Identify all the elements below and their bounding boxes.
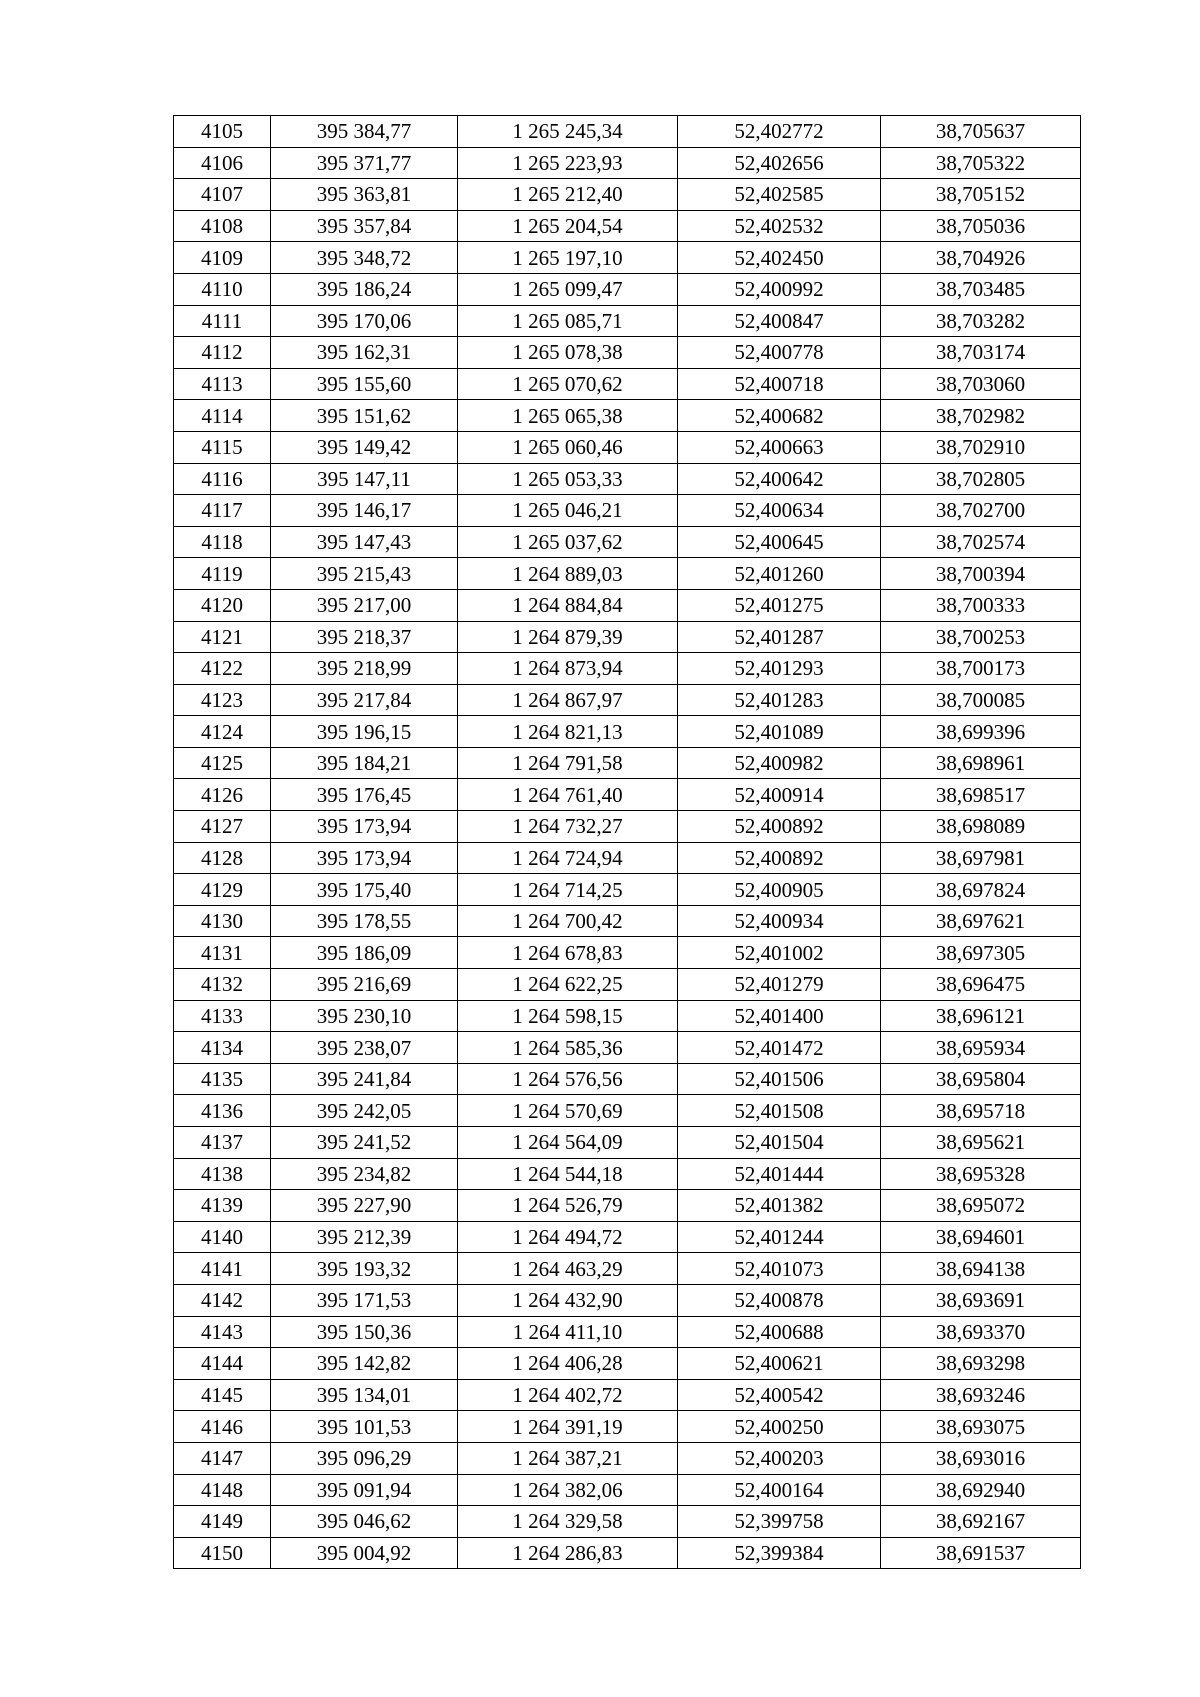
table-row [174,589,1081,621]
longitude-cell: 38,704926 [881,242,1081,274]
table-row [174,1190,1081,1222]
longitude-cell: 38,702805 [881,463,1081,495]
point-number-cell: 4139 [174,1190,271,1222]
point-number-cell: 4134 [174,1032,271,1064]
longitude-cell: 38,703485 [881,273,1081,305]
x-coordinate-cell: 395 216,69 [271,969,458,1001]
longitude-cell: 38,697621 [881,905,1081,937]
y-coordinate-cell: 1 264 732,27 [458,811,678,843]
point-number-cell: 4117 [174,495,271,527]
longitude-cell: 38,696121 [881,1000,1081,1032]
y-coordinate-cell: 1 264 570,69 [458,1095,678,1127]
x-coordinate-cell: 395 170,06 [271,305,458,337]
point-number-cell: 4132 [174,969,271,1001]
latitude-cell: 52,400982 [678,747,881,779]
y-coordinate-cell: 1 264 761,40 [458,779,678,811]
point-number-cell: 4115 [174,431,271,463]
point-number-cell: 4112 [174,337,271,369]
table-row [174,242,1081,274]
point-number-cell: 4113 [174,368,271,400]
table-row [174,431,1081,463]
y-coordinate-cell: 1 264 678,83 [458,937,678,969]
table-row [174,874,1081,906]
table-row [174,210,1081,242]
x-coordinate-cell: 395 147,11 [271,463,458,495]
table-row [174,1000,1081,1032]
x-coordinate-cell: 395 234,82 [271,1158,458,1190]
table-row [174,1032,1081,1064]
latitude-cell: 52,401444 [678,1158,881,1190]
x-coordinate-cell: 395 178,55 [271,905,458,937]
longitude-cell: 38,693370 [881,1316,1081,1348]
x-coordinate-cell: 395 173,94 [271,842,458,874]
latitude-cell: 52,401382 [678,1190,881,1222]
table-row [174,1506,1081,1538]
point-number-cell: 4150 [174,1537,271,1569]
y-coordinate-cell: 1 264 463,29 [458,1253,678,1285]
latitude-cell: 52,400682 [678,400,881,432]
latitude-cell: 52,400663 [678,431,881,463]
x-coordinate-cell: 395 173,94 [271,811,458,843]
x-coordinate-cell: 395 142,82 [271,1348,458,1380]
longitude-cell: 38,693298 [881,1348,1081,1380]
latitude-cell: 52,400847 [678,305,881,337]
point-number-cell: 4119 [174,558,271,590]
latitude-cell: 52,402450 [678,242,881,274]
y-coordinate-cell: 1 264 884,84 [458,589,678,621]
table-row [174,1221,1081,1253]
table-row [174,1253,1081,1285]
table-row [174,1411,1081,1443]
y-coordinate-cell: 1 264 329,58 [458,1506,678,1538]
table-row [174,1537,1081,1569]
longitude-cell: 38,702982 [881,400,1081,432]
latitude-cell: 52,400203 [678,1442,881,1474]
table-row [174,558,1081,590]
point-number-cell: 4114 [174,400,271,432]
point-number-cell: 4129 [174,874,271,906]
x-coordinate-cell: 395 150,36 [271,1316,458,1348]
point-number-cell: 4118 [174,526,271,558]
y-coordinate-cell: 1 265 070,62 [458,368,678,400]
latitude-cell: 52,401275 [678,589,881,621]
point-number-cell: 4138 [174,1158,271,1190]
x-coordinate-cell: 395 171,53 [271,1284,458,1316]
table-row [174,969,1081,1001]
point-number-cell: 4133 [174,1000,271,1032]
latitude-cell: 52,401506 [678,1063,881,1095]
x-coordinate-cell: 395 193,32 [271,1253,458,1285]
x-coordinate-cell: 395 186,24 [271,273,458,305]
point-number-cell: 4140 [174,1221,271,1253]
y-coordinate-cell: 1 265 197,10 [458,242,678,274]
latitude-cell: 52,400878 [678,1284,881,1316]
table-row [174,811,1081,843]
longitude-cell: 38,696475 [881,969,1081,1001]
longitude-cell: 38,700253 [881,621,1081,653]
longitude-cell: 38,705152 [881,179,1081,211]
point-number-cell: 4124 [174,716,271,748]
longitude-cell: 38,695072 [881,1190,1081,1222]
latitude-cell: 52,400645 [678,526,881,558]
longitude-cell: 38,692940 [881,1474,1081,1506]
longitude-cell: 38,700394 [881,558,1081,590]
latitude-cell: 52,400892 [678,811,881,843]
x-coordinate-cell: 395 176,45 [271,779,458,811]
point-number-cell: 4122 [174,653,271,685]
longitude-cell: 38,695934 [881,1032,1081,1064]
table-row [174,495,1081,527]
latitude-cell: 52,402772 [678,116,881,148]
longitude-cell: 38,700333 [881,589,1081,621]
longitude-cell: 38,705322 [881,147,1081,179]
y-coordinate-cell: 1 264 411,10 [458,1316,678,1348]
y-coordinate-cell: 1 264 576,56 [458,1063,678,1095]
y-coordinate-cell: 1 264 406,28 [458,1348,678,1380]
x-coordinate-cell: 395 218,37 [271,621,458,653]
point-number-cell: 4130 [174,905,271,937]
table-row [174,1316,1081,1348]
table-row [174,116,1081,148]
latitude-cell: 52,401089 [678,716,881,748]
y-coordinate-cell: 1 265 046,21 [458,495,678,527]
y-coordinate-cell: 1 265 085,71 [458,305,678,337]
point-number-cell: 4128 [174,842,271,874]
point-number-cell: 4108 [174,210,271,242]
x-coordinate-cell: 395 134,01 [271,1379,458,1411]
y-coordinate-cell: 1 265 037,62 [458,526,678,558]
point-number-cell: 4147 [174,1442,271,1474]
latitude-cell: 52,401073 [678,1253,881,1285]
latitude-cell: 52,400634 [678,495,881,527]
point-number-cell: 4109 [174,242,271,274]
y-coordinate-cell: 1 264 494,72 [458,1221,678,1253]
y-coordinate-cell: 1 264 821,13 [458,716,678,748]
latitude-cell: 52,401293 [678,653,881,685]
y-coordinate-cell: 1 265 065,38 [458,400,678,432]
x-coordinate-cell: 395 227,90 [271,1190,458,1222]
longitude-cell: 38,703282 [881,305,1081,337]
point-number-cell: 4146 [174,1411,271,1443]
latitude-cell: 52,401283 [678,684,881,716]
point-number-cell: 4105 [174,116,271,148]
table-row [174,747,1081,779]
longitude-cell: 38,698961 [881,747,1081,779]
point-number-cell: 4125 [174,747,271,779]
x-coordinate-cell: 395 217,84 [271,684,458,716]
y-coordinate-cell: 1 264 879,39 [458,621,678,653]
longitude-cell: 38,699396 [881,716,1081,748]
latitude-cell: 52,400778 [678,337,881,369]
longitude-cell: 38,695328 [881,1158,1081,1190]
point-number-cell: 4106 [174,147,271,179]
x-coordinate-cell: 395 348,72 [271,242,458,274]
y-coordinate-cell: 1 264 873,94 [458,653,678,685]
x-coordinate-cell: 395 357,84 [271,210,458,242]
y-coordinate-cell: 1 264 714,25 [458,874,678,906]
longitude-cell: 38,691537 [881,1537,1081,1569]
table-row [174,368,1081,400]
point-number-cell: 4126 [174,779,271,811]
y-coordinate-cell: 1 264 585,36 [458,1032,678,1064]
x-coordinate-cell: 395 196,15 [271,716,458,748]
point-number-cell: 4148 [174,1474,271,1506]
longitude-cell: 38,697981 [881,842,1081,874]
longitude-cell: 38,705637 [881,116,1081,148]
y-coordinate-cell: 1 264 791,58 [458,747,678,779]
table-row [174,526,1081,558]
y-coordinate-cell: 1 264 402,72 [458,1379,678,1411]
table-row [174,463,1081,495]
longitude-cell: 38,697824 [881,874,1081,906]
table-row [174,937,1081,969]
y-coordinate-cell: 1 265 053,33 [458,463,678,495]
latitude-cell: 52,401472 [678,1032,881,1064]
point-number-cell: 4110 [174,273,271,305]
y-coordinate-cell: 1 264 432,90 [458,1284,678,1316]
coordinates-table [173,115,1081,1569]
table-row [174,1474,1081,1506]
y-coordinate-cell: 1 264 391,19 [458,1411,678,1443]
x-coordinate-cell: 395 175,40 [271,874,458,906]
x-coordinate-cell: 395 363,81 [271,179,458,211]
x-coordinate-cell: 395 238,07 [271,1032,458,1064]
x-coordinate-cell: 395 215,43 [271,558,458,590]
table-row [174,1095,1081,1127]
x-coordinate-cell: 395 184,21 [271,747,458,779]
latitude-cell: 52,401260 [678,558,881,590]
x-coordinate-cell: 395 241,52 [271,1127,458,1159]
table-row [174,400,1081,432]
longitude-cell: 38,693691 [881,1284,1081,1316]
latitude-cell: 52,400992 [678,273,881,305]
coordinates-table-body [174,116,1081,1569]
table-row [174,684,1081,716]
latitude-cell: 52,401400 [678,1000,881,1032]
point-number-cell: 4142 [174,1284,271,1316]
point-number-cell: 4144 [174,1348,271,1380]
longitude-cell: 38,702574 [881,526,1081,558]
latitude-cell: 52,402656 [678,147,881,179]
y-coordinate-cell: 1 264 526,79 [458,1190,678,1222]
latitude-cell: 52,399384 [678,1537,881,1569]
x-coordinate-cell: 395 242,05 [271,1095,458,1127]
point-number-cell: 4145 [174,1379,271,1411]
table-row [174,1158,1081,1190]
point-number-cell: 4141 [174,1253,271,1285]
latitude-cell: 52,400542 [678,1379,881,1411]
table-row [174,779,1081,811]
y-coordinate-cell: 1 264 286,83 [458,1537,678,1569]
point-number-cell: 4137 [174,1127,271,1159]
longitude-cell: 38,695718 [881,1095,1081,1127]
longitude-cell: 38,694601 [881,1221,1081,1253]
x-coordinate-cell: 395 096,29 [271,1442,458,1474]
y-coordinate-cell: 1 265 204,54 [458,210,678,242]
latitude-cell: 52,400934 [678,905,881,937]
y-coordinate-cell: 1 264 622,25 [458,969,678,1001]
x-coordinate-cell: 395 147,43 [271,526,458,558]
point-number-cell: 4107 [174,179,271,211]
latitude-cell: 52,399758 [678,1506,881,1538]
longitude-cell: 38,700085 [881,684,1081,716]
x-coordinate-cell: 395 212,39 [271,1221,458,1253]
longitude-cell: 38,705036 [881,210,1081,242]
point-number-cell: 4116 [174,463,271,495]
point-number-cell: 4123 [174,684,271,716]
latitude-cell: 52,400914 [678,779,881,811]
x-coordinate-cell: 395 186,09 [271,937,458,969]
table-row [174,842,1081,874]
table-row [174,1127,1081,1159]
table-row [174,1379,1081,1411]
x-coordinate-cell: 395 004,92 [271,1537,458,1569]
y-coordinate-cell: 1 264 387,21 [458,1442,678,1474]
x-coordinate-cell: 395 218,99 [271,653,458,685]
longitude-cell: 38,695804 [881,1063,1081,1095]
point-number-cell: 4120 [174,589,271,621]
table-row [174,1063,1081,1095]
table-row [174,1284,1081,1316]
table-row [174,305,1081,337]
latitude-cell: 52,401508 [678,1095,881,1127]
table-row [174,337,1081,369]
x-coordinate-cell: 395 371,77 [271,147,458,179]
longitude-cell: 38,698517 [881,779,1081,811]
point-number-cell: 4149 [174,1506,271,1538]
table-row [174,179,1081,211]
latitude-cell: 52,400688 [678,1316,881,1348]
latitude-cell: 52,400642 [678,463,881,495]
y-coordinate-cell: 1 265 223,93 [458,147,678,179]
latitude-cell: 52,402585 [678,179,881,211]
y-coordinate-cell: 1 265 060,46 [458,431,678,463]
y-coordinate-cell: 1 264 867,97 [458,684,678,716]
longitude-cell: 38,702910 [881,431,1081,463]
latitude-cell: 52,401504 [678,1127,881,1159]
table-row [174,1442,1081,1474]
table-row [174,147,1081,179]
x-coordinate-cell: 395 101,53 [271,1411,458,1443]
table-row [174,653,1081,685]
point-number-cell: 4131 [174,937,271,969]
longitude-cell: 38,702700 [881,495,1081,527]
latitude-cell: 52,401287 [678,621,881,653]
x-coordinate-cell: 395 046,62 [271,1506,458,1538]
longitude-cell: 38,703174 [881,337,1081,369]
point-number-cell: 4143 [174,1316,271,1348]
latitude-cell: 52,401002 [678,937,881,969]
longitude-cell: 38,694138 [881,1253,1081,1285]
table-row [174,621,1081,653]
table-row [174,273,1081,305]
x-coordinate-cell: 395 384,77 [271,116,458,148]
y-coordinate-cell: 1 265 078,38 [458,337,678,369]
longitude-cell: 38,693246 [881,1379,1081,1411]
latitude-cell: 52,401244 [678,1221,881,1253]
latitude-cell: 52,400164 [678,1474,881,1506]
x-coordinate-cell: 395 091,94 [271,1474,458,1506]
y-coordinate-cell: 1 264 598,15 [458,1000,678,1032]
x-coordinate-cell: 395 230,10 [271,1000,458,1032]
x-coordinate-cell: 395 217,00 [271,589,458,621]
point-number-cell: 4121 [174,621,271,653]
latitude-cell: 52,400892 [678,842,881,874]
x-coordinate-cell: 395 151,62 [271,400,458,432]
longitude-cell: 38,698089 [881,811,1081,843]
longitude-cell: 38,693075 [881,1411,1081,1443]
table-row [174,716,1081,748]
longitude-cell: 38,700173 [881,653,1081,685]
x-coordinate-cell: 395 241,84 [271,1063,458,1095]
x-coordinate-cell: 395 155,60 [271,368,458,400]
table-row [174,1348,1081,1380]
longitude-cell: 38,693016 [881,1442,1081,1474]
y-coordinate-cell: 1 265 245,34 [458,116,678,148]
latitude-cell: 52,400718 [678,368,881,400]
y-coordinate-cell: 1 264 724,94 [458,842,678,874]
latitude-cell: 52,402532 [678,210,881,242]
y-coordinate-cell: 1 264 700,42 [458,905,678,937]
latitude-cell: 52,400250 [678,1411,881,1443]
point-number-cell: 4136 [174,1095,271,1127]
longitude-cell: 38,695621 [881,1127,1081,1159]
point-number-cell: 4127 [174,811,271,843]
y-coordinate-cell: 1 265 212,40 [458,179,678,211]
y-coordinate-cell: 1 264 382,06 [458,1474,678,1506]
longitude-cell: 38,692167 [881,1506,1081,1538]
x-coordinate-cell: 395 162,31 [271,337,458,369]
point-number-cell: 4135 [174,1063,271,1095]
latitude-cell: 52,400621 [678,1348,881,1380]
point-number-cell: 4111 [174,305,271,337]
y-coordinate-cell: 1 264 564,09 [458,1127,678,1159]
latitude-cell: 52,400905 [678,874,881,906]
latitude-cell: 52,401279 [678,969,881,1001]
longitude-cell: 38,703060 [881,368,1081,400]
y-coordinate-cell: 1 264 544,18 [458,1158,678,1190]
table-row [174,905,1081,937]
longitude-cell: 38,697305 [881,937,1081,969]
x-coordinate-cell: 395 149,42 [271,431,458,463]
y-coordinate-cell: 1 264 889,03 [458,558,678,590]
x-coordinate-cell: 395 146,17 [271,495,458,527]
y-coordinate-cell: 1 265 099,47 [458,273,678,305]
